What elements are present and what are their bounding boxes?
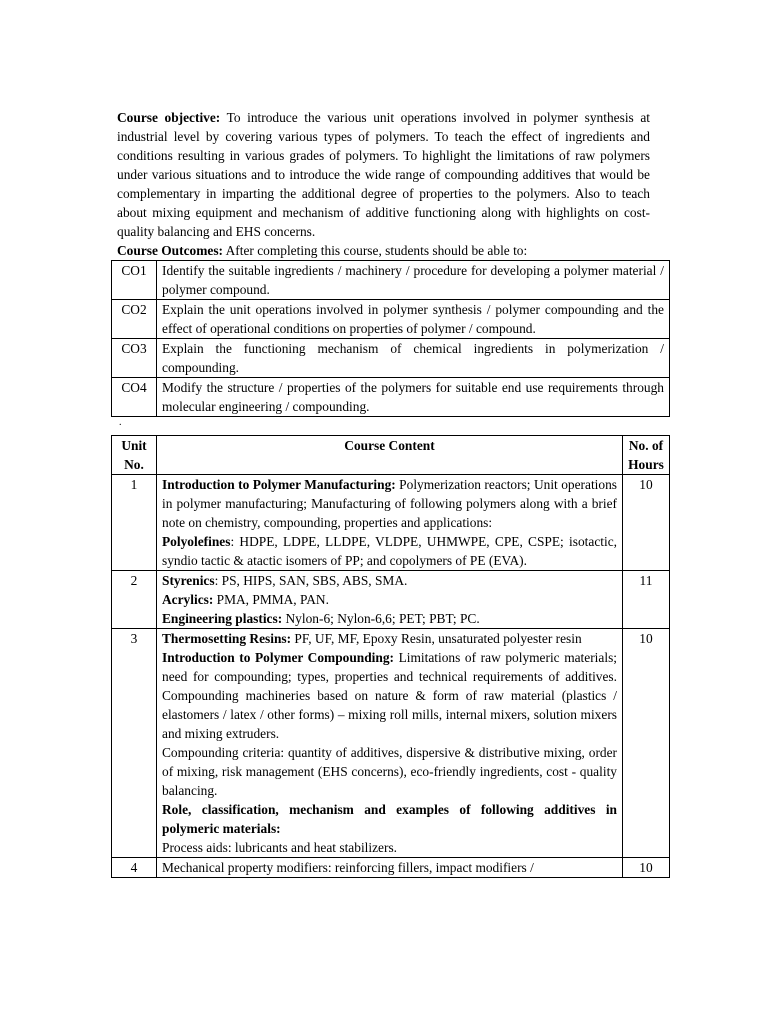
hours-header-line1: No. of (628, 438, 664, 453)
unit-content (157, 858, 623, 878)
content-paragraph: Mechanical property modifiers: reinforcing fillers, impact modifiers / (162, 860, 534, 875)
course-content-header: Course Content (157, 436, 623, 475)
co-row (112, 378, 670, 417)
unit-content (157, 629, 623, 858)
content-heading: Acrylics: (162, 592, 214, 607)
content-heading: Engineering plastics: (162, 611, 283, 626)
content-text: Polymerization reactors; Unit operations in polymer manufacturing; Manufacturing of following polymers along with a brief note on chemistry, compounding, properties and applications: (162, 477, 617, 530)
content-paragraph (162, 532, 617, 570)
content-heading-paragraph: Role, classification, mechanism and examples of following additives in polymeric materials: (162, 802, 617, 836)
content-text: : PS, HIPS, SAN, SBS, ABS, SMA. (214, 573, 408, 588)
separator-dot: . (119, 417, 122, 428)
co-row (112, 261, 670, 300)
unit-hours: 11 (623, 571, 670, 629)
content-paragraph: Process aids: lubricants and heat stabilizers. (162, 840, 398, 855)
course-objective-label: Course objective: (117, 110, 221, 125)
co-description: Explain the unit operations involved in polymer synthesis / polymer compounding and the effect of operational conditions on properties of polymer / compound. (157, 300, 670, 339)
unit-hours: 10 (623, 629, 670, 858)
content-row-unit-1 (112, 475, 670, 571)
unit-number: 2 (112, 571, 157, 629)
content-paragraph (162, 648, 617, 743)
co-description: Identify the suitable ingredients / machinery / procedure for developing a polymer material / polymer compound. (157, 261, 670, 300)
co-description: Modify the structure / properties of the polymers for suitable end use requirements through molecular engineering / compounding. (157, 378, 670, 417)
content-row-unit-3 (112, 629, 670, 858)
unit-header-line2: No. (124, 457, 144, 472)
content-row-unit-4 (112, 858, 670, 878)
content-heading: Styrenics (162, 573, 215, 588)
content-paragraph (162, 475, 617, 532)
co-row (112, 339, 670, 378)
content-heading: Introduction to Polymer Compounding: (162, 650, 395, 665)
hours-header (623, 436, 670, 475)
unit-number: 1 (112, 475, 157, 571)
unit-no-header (112, 436, 157, 475)
document-page (117, 108, 664, 878)
content-text: Limitations of raw polymeric materials; need for compounding; types, properties and technical requirements of additives. Compounding machineries based on nature & form of raw material (plastics / elastomers / latex / other forms) – mixing roll mills, internal mixers, solution mixers and mixing extruders. (162, 650, 618, 741)
content-row-unit-2 (112, 571, 670, 629)
co-id: CO2 (112, 300, 157, 339)
content-paragraph (162, 629, 617, 648)
content-paragraph (162, 590, 617, 609)
content-text: : HDPE, LDPE, LLDPE, VLDPE, UHMWPE, CPE, CSPE; isotactic, syndio tactic & atactic isomers of PP; and copolymers of PE (EVA). (162, 534, 617, 568)
co-description: Explain the functioning mechanism of chemical ingredients in polymerization / compounding. (157, 339, 670, 378)
co-id: CO1 (112, 261, 157, 300)
co-id: CO3 (112, 339, 157, 378)
course-outcomes-label: Course Outcomes: (117, 243, 223, 258)
unit-number: 4 (112, 858, 157, 878)
unit-header-line1: Unit (121, 438, 147, 453)
content-paragraph (162, 571, 617, 590)
content-text: Nylon-6; Nylon-6,6; PET; PBT; PC. (282, 611, 480, 626)
co-row (112, 300, 670, 339)
content-heading: Polyolefines (162, 534, 231, 549)
course-outcomes-table (111, 260, 670, 417)
hours-header-line2: Hours (628, 457, 664, 472)
content-paragraph (162, 609, 617, 628)
unit-content (157, 475, 623, 571)
course-content-table (111, 435, 670, 878)
co-id: CO4 (112, 378, 157, 417)
content-heading: Introduction to Polymer Manufacturing: (162, 477, 396, 492)
course-outcomes-intro (117, 241, 650, 260)
content-text: PF, UF, MF, Epoxy Resin, unsaturated polyester resin (291, 631, 582, 646)
unit-content (157, 571, 623, 629)
unit-hours: 10 (623, 475, 670, 571)
unit-number: 3 (112, 629, 157, 858)
course-outcomes-intro-text: After completing this course, students should be able to: (223, 243, 528, 258)
content-text: PMA, PMMA, PAN. (213, 592, 329, 607)
content-heading: Thermosetting Resins: (162, 631, 292, 646)
content-paragraph: Compounding criteria: quantity of additives, dispersive & distributive mixing, order of mixing, risk management (EHS concerns), eco-friendly ingredients, cost - quality balancing. (162, 745, 617, 798)
content-header-row (112, 436, 670, 475)
unit-hours: 10 (623, 858, 670, 878)
course-objective-text: To introduce the various unit operations involved in polymer synthesis at industrial level by covering various types of polymers. To teach the effect of ingredients and conditions resulting in various grades of polymers. To highlight the limitations of raw polymers under various situations and to introduce the wide range of compounding additives that would be complementary in imparting the additional degree of properties to the polymers. Also to teach about mixing equipment and mechanism of additive functioning along with highlights on cost-quality balancing and EHS concerns. (117, 110, 650, 239)
course-objective-paragraph (117, 108, 650, 241)
